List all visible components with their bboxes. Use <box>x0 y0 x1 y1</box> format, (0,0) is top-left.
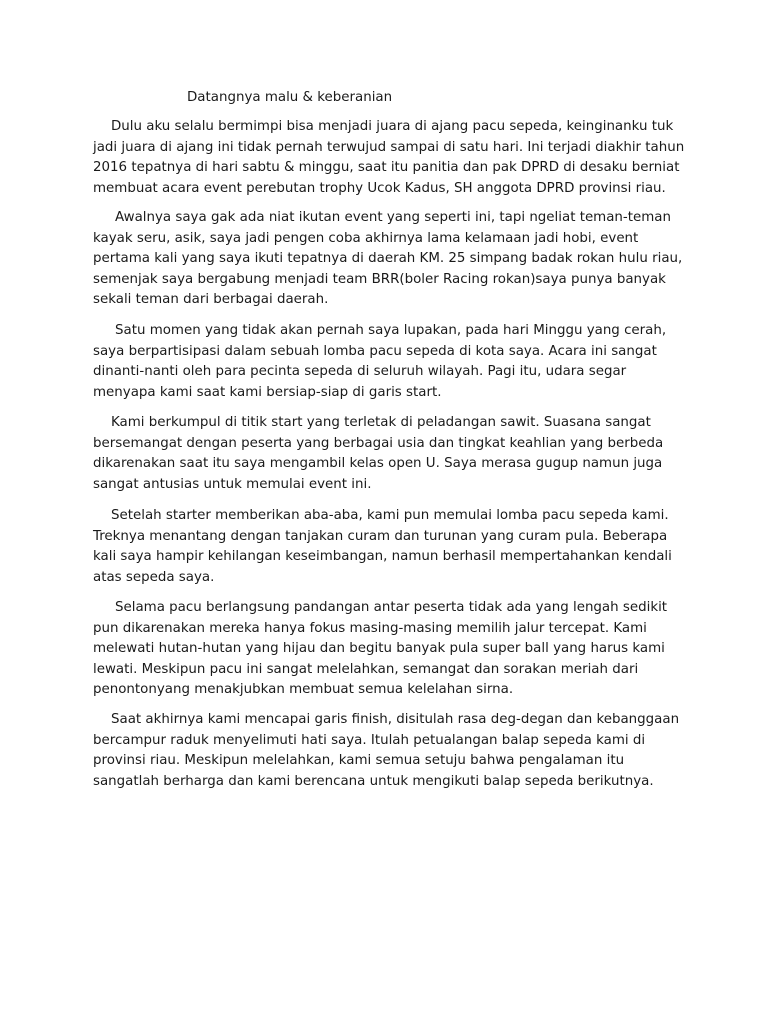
paragraph-line: dinanti-nanti oleh para pecinta sepeda di seluruh wilayah. Pagi itu, udara segar <box>93 364 627 380</box>
paragraph-line: Setelah starter memberikan aba-aba, kami pun memulai lomba pacu sepeda kami. <box>111 508 669 523</box>
paragraph-line: sekali teman dari berbagai daerah. <box>93 292 329 308</box>
paragraph-line: atas sepeda saya. <box>93 569 215 585</box>
paragraph-line: dikarenakan saat itu saya mengambil kelas open U. Saya merasa gugup namun juga <box>93 456 663 472</box>
paragraph-line: lewati. Meskipun pacu ini sangat melelahkan, semangat dan sorakan meriah dari <box>93 661 639 677</box>
document-title: Datangnya malu & keberanian <box>187 90 393 105</box>
paragraph-line: kali saya hampir kehilangan keseimbangan, namun berhasil mempertahankan kendali <box>93 549 672 565</box>
paragraph-line: penontonyang menakjubkan membuat semua kelelahan sirna. <box>93 682 514 698</box>
paragraph-line: kayak seru, asik, saya jadi pengen coba akhirnya lama kelamaan jadi hobi, event <box>93 230 639 246</box>
paragraph-line: Selama pacu berlangsung pandangan antar peserta tidak ada yang lengah sedikit <box>115 600 668 615</box>
paragraph-line: 2016 tepatnya di hari sabtu & minggu, saat itu panitia dan pak DPRD di desaku berniat <box>93 160 680 176</box>
paragraph-6 <box>93 598 667 701</box>
paragraph-line: membuat acara event perebutan trophy Ucok Kadus, SH anggota DPRD provinsi riau. <box>93 180 666 196</box>
paragraph-2 <box>93 208 682 311</box>
paragraph-line: jadi juara di ajang ini tidak pernah terwujud sampai di satu hari. Ini terjadi diakhir tahun <box>93 139 685 155</box>
paragraph-line: bersemangat dengan peserta yang berbagai usia dan tingkat keahlian yang berbeda <box>93 435 664 451</box>
paragraph-line: pertama kali yang saya ikuti tepatnya di daerah KM. 25 simpang badak rokan hulu riau, <box>93 251 683 267</box>
paragraph-line: provinsi riau. Meskipun melelahkan, kami semua setuju bahwa pengalaman itu <box>93 753 625 769</box>
paragraph-line: Satu momen yang tidak akan pernah saya lupakan, pada hari Minggu yang cerah, <box>115 323 667 338</box>
paragraph-line: sangat antusias untuk memulai event ini. <box>93 476 372 492</box>
paragraph-line: Awalnya saya gak ada niat ikutan event yang seperti ini, tapi ngeliat teman-teman <box>115 210 671 225</box>
paragraph-7 <box>93 710 679 792</box>
paragraph-line: sangatlah berharga dan kami berencana untuk mengikuti balap sepeda berikutnya. <box>93 773 654 789</box>
paragraph-line: Saat akhirnya kami mencapai garis finish, disitulah rasa deg-degan dan kebanggaan <box>111 712 680 727</box>
paragraph-line: Dulu aku selalu bermimpi bisa menjadi juara di ajang pacu sepeda, keinginanku tuk <box>111 119 674 134</box>
paragraph-line: Treknya menantang dengan tanjakan curam dan turunan yang curam pula. Beberapa <box>93 528 668 544</box>
paragraph-5 <box>93 506 672 588</box>
paragraph-line: Kami berkumpul di titik start yang terletak di peladangan sawit. Suasana sangat <box>111 415 651 430</box>
paragraph-1 <box>93 117 684 199</box>
paragraph-line: bercampur raduk menyelimuti hati saya. Itulah petualangan balap sepeda kami di <box>93 732 646 748</box>
paragraph-line: menyapa kami saat kami bersiap-siap di garis start. <box>93 384 442 400</box>
paragraph-line: semenjak saya bergabung menjadi team BRR(boler Racing rokan)saya punya banyak <box>93 271 666 287</box>
paragraph-4 <box>93 413 663 495</box>
paragraph-line: pun dikarenakan mereka hanya fokus masing-masing memilih jalur tercepat. Kami <box>93 620 647 636</box>
paragraph-line: melewati hutan-hutan yang hijau dan begitu banyak pula super ball yang harus kami <box>93 641 665 657</box>
paragraph-3 <box>93 321 666 403</box>
paragraph-line: saya berpartisipasi dalam sebuah lomba pacu sepeda di kota saya. Acara ini sangat <box>93 343 657 359</box>
